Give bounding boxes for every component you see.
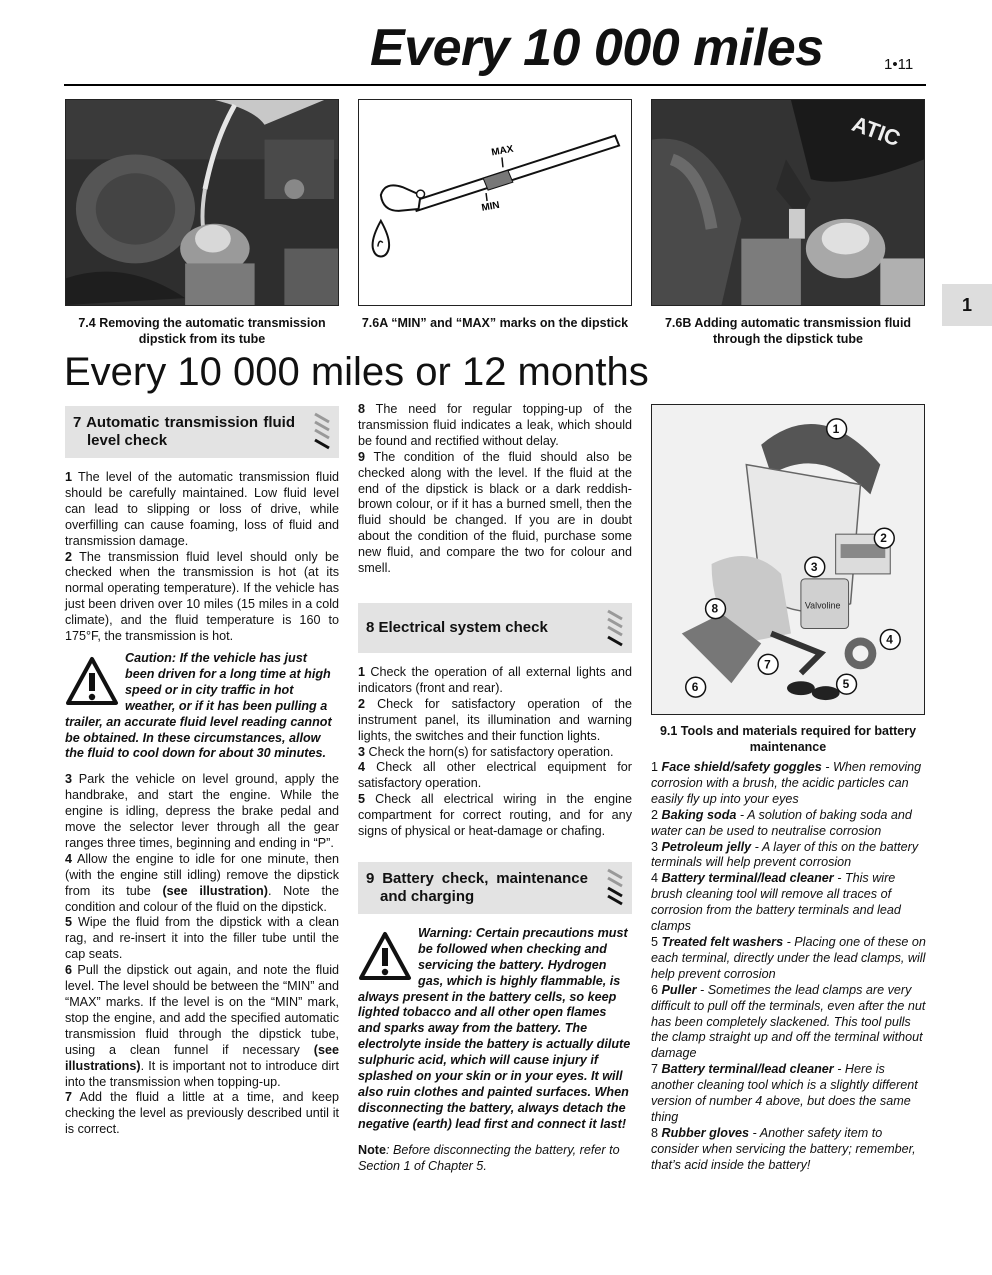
tool-number: 4 (651, 871, 659, 886)
tool-number: 3 (651, 839, 659, 854)
sec7-para-1: The level of the automatic transmission fluid should be carefully maintained. Low fluid level can lead to slipping or loss of drive, while overfilling can cause foaming, loss of fluid and transmission damage. (65, 470, 339, 548)
tool-description: - Sometimes the lead clamps are very difficult to pull off the terminals, even after the nut has been completely slackened. This tool pulls the clamp straight up and off the terminal without damage (651, 982, 926, 1061)
tool-number: 1 (651, 760, 659, 774)
callout-3: 3 (810, 559, 818, 574)
sec7-para-3: Park the vehicle on level ground, apply the handbrake, and start the engine. While the engine is idling, depress the brake pedal and move the selector lever through all the gear ranges three times, beginning and ending in “P”. (65, 772, 340, 850)
tool-number: 6 (651, 982, 659, 997)
tool-number: 8 (651, 1125, 659, 1140)
page-header-title: Every 10 000 miles (370, 19, 824, 77)
section-7-title: 7 Automatic transmission fluid level check (73, 414, 295, 449)
tool-number: 5 (651, 934, 659, 949)
caution-box (65, 651, 339, 762)
callout-5: 5 (842, 677, 850, 692)
callout-4: 4 (886, 632, 893, 647)
chapter-tab: 1 (942, 284, 992, 326)
tool-description: - Placing one of these on each terminal, directly under the lead clamps, will help prevent corrosion (651, 934, 926, 981)
tool-description: - A layer of this on the battery terminals will help prevent corrosion (651, 839, 919, 870)
photo-removing-dipstick (65, 99, 339, 306)
caption-7-4: 7.4 Removing the automatic transmission dipstick from its tube (78, 316, 326, 346)
para-number: 8 (358, 402, 366, 416)
tool-name: Petroleum jelly (661, 839, 752, 854)
sec7-para-4: Allow the engine to idle for one minute, then (with the engine still idling) remove the dipstick from its tube (65, 851, 339, 898)
tool-description: - Another safety item to consider when servicing the battery; remember, that’s acid inside the battery! (651, 1125, 916, 1172)
tool-name: Face shield/safety goggles (661, 760, 822, 774)
bottle-label: ATIC (848, 110, 904, 152)
tool-name: Battery terminal/lead cleaner (661, 1062, 834, 1077)
sec7-para-9: The condition of the fluid should also be checked along with the level. If the fluid at the end of the dipstick is black or a dark reddish-brown colour, or if it has a burned smell, then the fluid should be changed. If you are in doubt about the condition of the fluid, purchase some new fluid, and compare the two for colour and smell. (358, 449, 632, 576)
para-number: 6 (65, 963, 73, 978)
para-number: 5 (65, 915, 73, 930)
section-7-heading (65, 406, 339, 458)
sec8-para-2: Check for satisfactory operation of the instrument panel, its illumination and warning lights, the switches and their function lights. (358, 696, 632, 743)
tool-description: - Here is another cleaning tool which is a slightly different version of number 4 above, but does the same thing (651, 1062, 918, 1124)
callout-6: 6 (691, 680, 699, 695)
sec8-para-4: Check all other electrical equipment for satisfactory operation. (358, 760, 633, 791)
difficulty-wrench-icon (604, 866, 626, 906)
sec7-para-8: The need for regular topping-up of the transmission fluid indicates a leak, which should be found and rectified without delay. (358, 402, 632, 448)
para-number: 3 (65, 772, 73, 787)
sec7-para-7: Add the fluid a little at a time, and keep checking the level as previously described until it is correct. (65, 1090, 340, 1137)
tool-name: Baking soda (661, 807, 737, 822)
illustration-reference: (see illustration) (162, 883, 268, 898)
callout-7: 7 (764, 657, 771, 672)
photo-adding-fluid (651, 99, 925, 306)
para-number: 4 (358, 760, 366, 775)
tool-name: Battery terminal/lead cleaner (661, 871, 834, 886)
jar-label: Valvoline (804, 600, 841, 611)
tool-item (651, 840, 927, 872)
note-label: Note (358, 1142, 386, 1157)
column-2 (358, 402, 632, 1175)
section-8-heading (358, 603, 632, 653)
column-1 (65, 406, 339, 1138)
tool-item (651, 983, 927, 1063)
page-number: 1•11 (884, 56, 914, 73)
caution-triangle-icon (65, 655, 119, 709)
sec8-para-5: Check all electrical wiring in the engine compartment for correct routing, and for any signs of physical or heat-damage or chafing. (358, 792, 632, 839)
para-number: 1 (358, 664, 366, 679)
section-9-heading (358, 862, 632, 914)
tool-item (651, 808, 927, 840)
caution-text: Caution: If the vehicle has just been driven for a long time at high speed or in city traffic in hot weather, or if it has been pulling a trailer, an accurate fluid level reading cannot be obtained. In these circumstances, allow the fluid to cool down for about 30 minutes. (65, 650, 332, 761)
header-rule (64, 84, 926, 86)
para-number: 2 (65, 549, 73, 564)
para-number: 4 (65, 851, 73, 866)
sec8-para-3: Check the horn(s) for satisfactory operation. (368, 744, 614, 759)
min-label: MIN (480, 199, 501, 214)
difficulty-wrench-icon (311, 410, 333, 450)
tool-description: - A solution of baking soda and water can be used to neutralise corrosion (651, 807, 912, 838)
sec7-para-5: Wipe the fluid from the dipstick with a clean rag, and re-insert it into the filler tube until the cap seats. (65, 915, 339, 962)
note-text: : Before disconnecting the battery, refer to Section 1 of Chapter 5. (358, 1142, 620, 1173)
photo-battery-tools (651, 404, 925, 715)
diagram-dipstick-marks (358, 99, 632, 306)
sec7-para-6-end: . It is important not to introduce dirt into the transmission when topping-up. (65, 1058, 339, 1089)
sec7-para-4-end: . Note the condition and colour of the fluid on the dipstick. (65, 883, 339, 914)
tool-item (651, 1062, 927, 1126)
para-number: 9 (358, 449, 366, 464)
tool-number: 2 (651, 807, 659, 822)
section-main-title: Every 10 000 miles or 12 months (64, 350, 649, 394)
callout-1: 1 (832, 421, 840, 436)
tool-number: 7 (651, 1062, 659, 1077)
max-label: MAX (490, 143, 515, 159)
tools-list (651, 760, 927, 1174)
section-8-title: 8 Electrical system check (366, 618, 548, 636)
illustration-reference: (see illustrations) (65, 1042, 339, 1073)
para-number: 7 (65, 1090, 73, 1105)
tool-description: - When removing corrosion with a brush, the acidic particles can easily fly up into your eyes (651, 760, 922, 806)
para-number: 1 (65, 470, 73, 484)
caption-7-6b: 7.6B Adding automatic transmission fluid through the dipstick tube (664, 316, 912, 346)
caption-9-1: 9.1 Tools and materials required for battery maintenance (659, 724, 917, 754)
warning-text: Warning: Certain precautions must be followed when checking and servicing the battery. Hydrogen gas, which is highly flammable, is always present in the battery cells, so keep lighted tobacco and all other open flames and sparks away from the battery. The electrolyte inside the battery is actually dilute sulphuric acid, which will cause injury if splashed on your skin or in your eyes. It will also ruin clothes and painted surfaces. When disconnecting the battery, always detach the negative (earth) lead first and connect it last! (358, 925, 631, 1131)
sec7-para-2: The transmission fluid level should only be checked when the transmission is hot (at its normal operating temperature). If the vehicle has just been driven over 10 miles (15 miles in a cold climate), and the fluid temperature is 160 to 175°F, the transmission is hot. (65, 549, 340, 644)
tool-name: Treated felt washers (661, 934, 784, 949)
tool-name: Rubber gloves (661, 1125, 749, 1140)
difficulty-wrench-icon (604, 607, 626, 647)
sec8-para-1: Check the operation of all external lights and indicators (front and rear). (358, 664, 633, 695)
tool-item (651, 1126, 927, 1174)
tool-item (651, 871, 927, 935)
caption-7-6a: 7.6A “MIN” and “MAX” marks on the dipstick (361, 316, 629, 330)
sec7-para-6: Pull the dipstick out again, and note the fluid level. The level should be between the “MIN” and “MAX” marks. If the level is on the “MIN” mark, stop the engine, and add the specified automatic transmission fluid through the dipstick tube, using a clean funnel if necessary (65, 963, 340, 1057)
para-number: 5 (358, 792, 366, 807)
tool-description: - This wire brush cleaning tool will remove all traces of corrosion from the battery terminals and lead clamps (651, 871, 901, 934)
callout-2: 2 (880, 531, 887, 546)
tool-item (651, 935, 927, 983)
tool-name: Puller (661, 982, 697, 997)
para-number: 2 (358, 696, 366, 711)
warning-box (358, 926, 632, 1133)
tool-item (651, 760, 927, 808)
callout-8: 8 (711, 601, 719, 616)
para-number: 3 (358, 744, 366, 759)
section-9-title: 9 Battery check, maintenance and charging (366, 869, 588, 905)
warning-triangle-icon (358, 930, 412, 984)
